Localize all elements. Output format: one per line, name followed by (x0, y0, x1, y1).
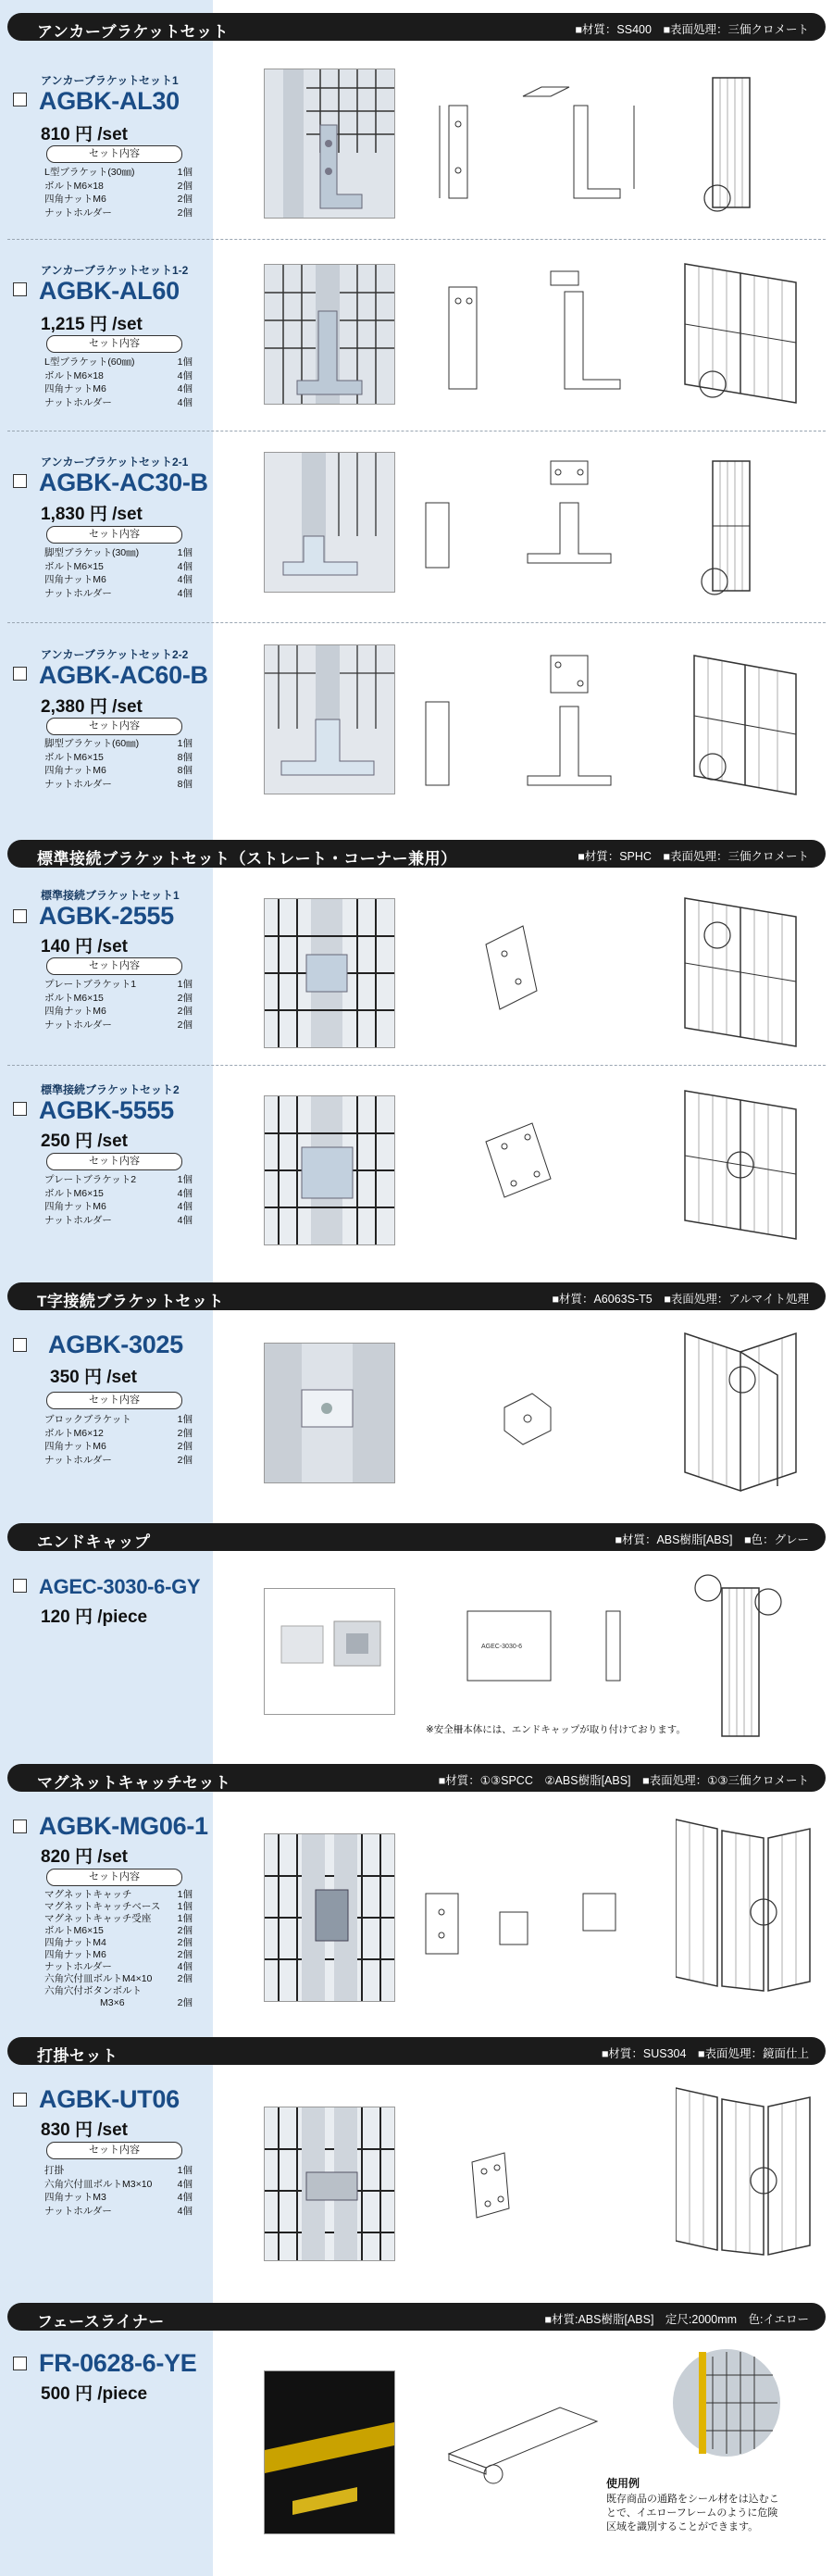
product-agec-3030-6-gy (0, 1560, 833, 1745)
kit-item: 六角穴付皿ボルトM4×10 2個 (44, 1973, 193, 1984)
product-price: 1,830 円 /set (41, 505, 143, 524)
fence-diagram (676, 1569, 814, 1741)
select-checkbox[interactable] (13, 1819, 27, 1833)
fence-diagram (676, 1810, 814, 1995)
safety-note: ※安全柵本体には、エンドキャップが取り付けております。 (426, 1724, 686, 1735)
kit-item: ボルトM6×12 2個 (44, 1427, 193, 1439)
fence-diagram (676, 1082, 814, 1248)
product-code: AGBK-5555 (39, 1096, 174, 1124)
product-code: AGBK-UT06 (39, 2085, 180, 2113)
kit-item: ボルトM6×18 2個 (44, 180, 193, 192)
divider (7, 239, 826, 240)
product-photo (264, 644, 395, 794)
section-header-standard (7, 840, 826, 868)
kit-item: ナットホルダー 2個 (44, 1019, 193, 1031)
product-code: AGBK-3025 (48, 1331, 183, 1358)
section-title: フェースライナー (37, 2313, 165, 2331)
kit-item: マグネットキャッチ 1個 (44, 1889, 193, 1900)
section-title: 標準接続ブラケットセット（ストレート・コーナー兼用） (37, 850, 457, 868)
product-subtitle: アンカーブラケットセット2-1 (41, 456, 189, 469)
kit-item: M3×6 2個 (100, 1997, 193, 2008)
kit-list (44, 1173, 193, 1227)
kit-contents-label: セット内容 (46, 1392, 182, 1409)
kit-item: ナットホルダー 8個 (44, 778, 193, 790)
kit-item: ナットホルダー 2個 (44, 1454, 193, 1466)
kit-list (44, 546, 193, 600)
product-price: 500 円 /piece (41, 2384, 148, 2404)
kit-item: ボルトM6×15 8個 (44, 751, 193, 763)
kit-item: 四角ナットM4 2個 (44, 1937, 193, 1948)
product-agbk-mg06-1 (0, 1801, 833, 2028)
kit-item: 四角ナットM6 8個 (44, 765, 193, 776)
product-subtitle: アンカーブラケットセット1-2 (41, 264, 189, 277)
usage-title: 使用例 (606, 2477, 640, 2490)
kit-contents-label: セット内容 (46, 1153, 182, 1170)
product-code: AGBK-AC60-B (39, 661, 208, 689)
fence-diagram (676, 889, 814, 1056)
product-photo (264, 2107, 395, 2261)
fence-diagram (676, 452, 814, 600)
fence-diagram (676, 69, 814, 217)
section-spec: ■材質：A6063S-T5 ■表面処理：アルマイト処理 (552, 1293, 809, 1306)
product-agbk-ac60-b (0, 628, 833, 822)
kit-list (44, 978, 193, 1032)
section-spec: ■材質:ABS樹脂[ABS] 定尺:2000mm 色:イエロー (544, 2313, 809, 2326)
kit-item: ナットホルダー 4個 (44, 396, 193, 408)
product-agbk-ut06 (0, 2074, 833, 2259)
kit-item: 六角穴付皿ボルトM3×10 4個 (44, 2178, 193, 2190)
section-spec: ■材質：SUS304 ■表面処理：鏡面仕上 (601, 2047, 809, 2060)
product-price: 810 円 /set (41, 125, 128, 144)
select-checkbox[interactable] (13, 909, 27, 923)
product-code: FR-0628-6-YE (39, 2349, 197, 2377)
kit-item: ナットホルダー 4個 (44, 1214, 193, 1226)
section-header-anchor (7, 13, 826, 41)
select-checkbox[interactable] (13, 1579, 27, 1593)
product-code: AGBK-AC30-B (39, 469, 208, 496)
dimension-drawing (412, 1583, 662, 1713)
product-price: 350 円 /set (50, 1368, 137, 1387)
product-subtitle: アンカーブラケットセット1 (41, 74, 179, 87)
kit-list (44, 1889, 193, 2009)
kit-item: 四角ナットM6 4個 (44, 1201, 193, 1212)
svg-text:AGEC-3030-6: AGEC-3030-6 (481, 1644, 522, 1650)
product-agbk-5555 (0, 1072, 833, 1257)
product-agbk-al30 (0, 56, 833, 231)
product-code: AGEC-3030-6-GY (39, 1575, 201, 1598)
product-code: AGBK-AL60 (39, 277, 180, 305)
product-photo (264, 898, 395, 1048)
product-price: 250 円 /set (41, 1132, 128, 1151)
kit-item: プレートブラケット2 1個 (44, 1174, 193, 1185)
kit-item: 打掛 1個 (44, 2165, 193, 2176)
kit-contents-label: セット内容 (46, 957, 182, 975)
kit-item: 四角ナットM6 2個 (44, 194, 193, 205)
kit-item: 脚型ブラケット(60㎜) 1個 (44, 738, 193, 749)
kit-list (44, 356, 193, 409)
product-price: 1,215 円 /set (41, 315, 143, 334)
kit-item: ボルトM6×15 2個 (44, 1925, 193, 1936)
dimension-drawing (412, 452, 662, 600)
product-photo (264, 1833, 395, 2002)
product-price: 2,380 円 /set (41, 697, 143, 717)
product-photo (264, 452, 395, 593)
kit-contents-label: セット内容 (46, 2142, 182, 2159)
select-checkbox[interactable] (13, 2093, 27, 2107)
kit-contents-label: セット内容 (46, 145, 182, 163)
section-title: T字接続ブラケットセット (37, 1293, 225, 1310)
kit-item: L型ブラケット(60㎜) 1個 (44, 356, 193, 368)
product-code: AGBK-2555 (39, 902, 174, 930)
select-checkbox[interactable] (13, 667, 27, 681)
kit-item: 四角ナットM3 4個 (44, 2192, 193, 2203)
section-header-magnet (7, 1764, 826, 1792)
dimension-drawing (412, 1095, 662, 1244)
product-photo (264, 2370, 395, 2534)
kit-item: ブロックブラケット 1個 (44, 1414, 193, 1425)
section-spec: ■材質：①③SPCC ②ABS樹脂[ABS] ■表面処理：①③三価クロメート (438, 1774, 809, 1787)
kit-item: 四角ナットM6 2個 (44, 1006, 193, 1017)
divider (7, 1065, 826, 1066)
kit-list (44, 166, 193, 219)
section-header-tjoint (7, 1282, 826, 1310)
dimension-drawing (412, 898, 662, 1046)
product-subtitle: 標準接続ブラケットセット2 (41, 1083, 180, 1096)
kit-item: ナットホルダー 4個 (44, 2205, 193, 2217)
kit-item: マグネットキャッチ受座 1個 (44, 1913, 193, 1924)
kit-item: 四角ナットM6 4個 (44, 574, 193, 585)
select-checkbox[interactable] (13, 282, 27, 296)
kit-item: マグネットキャッチベース 1個 (44, 1901, 193, 1912)
select-checkbox[interactable] (13, 93, 27, 106)
section-title: 打掛セット (37, 2047, 118, 2065)
product-subtitle: アンカーブラケットセット2-2 (41, 648, 189, 661)
kit-item: 六角穴付ボタンボルト (44, 1985, 142, 1996)
kit-item: ボルトM6×15 4個 (44, 560, 193, 572)
section-spec: ■材質：ABS樹脂[ABS] ■色：グレー (615, 1533, 809, 1546)
kit-list (44, 1413, 193, 1467)
product-photo (264, 1343, 395, 1483)
kit-item: ナットホルダー 4個 (44, 1961, 193, 1972)
section-header-floor (7, 2303, 826, 2331)
kit-item: 四角ナットM6 2個 (44, 1441, 193, 1452)
product-code: AGBK-MG06-1 (39, 1812, 208, 1840)
kit-item: ナットホルダー 4個 (44, 587, 193, 599)
usage-photo (657, 2347, 796, 2458)
section-header-endcap (7, 1523, 826, 1551)
select-checkbox[interactable] (13, 474, 27, 488)
product-photo (264, 264, 395, 405)
divider (7, 622, 826, 623)
kit-item: プレートブラケット1 1個 (44, 979, 193, 990)
kit-item: ボルトM6×18 4個 (44, 369, 193, 381)
section-title: マグネットキャッチセット (37, 1774, 231, 1792)
kit-contents-label: セット内容 (46, 1869, 182, 1886)
product-subtitle: 標準接続ブラケットセット1 (41, 889, 180, 902)
kit-item: L型ブラケット(30㎜) 1個 (44, 167, 193, 178)
kit-item: 脚型ブラケット(30㎜) 1個 (44, 547, 193, 558)
kit-list (44, 737, 193, 791)
kit-item: ナットホルダー 2個 (44, 206, 193, 219)
product-code: AGBK-AL30 (39, 87, 180, 115)
product-photo (264, 69, 395, 219)
select-checkbox[interactable] (13, 1338, 27, 1352)
product-price: 830 円 /set (41, 2120, 128, 2140)
fence-diagram (676, 1324, 814, 1500)
kit-item: 四角ナットM6 2個 (44, 1949, 193, 1960)
dimension-drawing (412, 2107, 662, 2259)
usage-text: 既存商品の通路をシール材をは込むことで、イエローフレームのように危険区域を識別することができます。 (606, 2494, 779, 2532)
select-checkbox[interactable] (13, 2357, 27, 2370)
product-agbk-ac30-b (0, 435, 833, 620)
section-title: エンドキャップ (37, 1533, 151, 1551)
fence-diagram (676, 255, 814, 412)
kit-item: 四角ナットM6 4個 (44, 383, 193, 394)
product-agbk-3025 (0, 1319, 833, 1505)
dimension-drawing (412, 264, 662, 403)
kit-item: ボルトM6×15 4個 (44, 1187, 193, 1199)
kit-contents-label: セット内容 (46, 335, 182, 353)
kit-item: ボルトM6×15 2個 (44, 992, 193, 1004)
product-fr-0628-6-ye (0, 2338, 833, 2570)
section-header-latch (7, 2037, 826, 2065)
product-price: 120 円 /piece (41, 1607, 148, 1627)
kit-list (44, 2164, 193, 2218)
fence-diagram (676, 2079, 814, 2259)
dimension-drawing (412, 1343, 662, 1482)
kit-contents-label: セット内容 (46, 526, 182, 544)
dimension-drawing (412, 69, 662, 217)
product-agbk-2555 (0, 880, 833, 1065)
dimension-drawing (412, 1838, 662, 1995)
select-checkbox[interactable] (13, 1102, 27, 1116)
product-price: 820 円 /set (41, 1847, 128, 1867)
product-price: 140 円 /set (41, 937, 128, 957)
kit-contents-label: セット内容 (46, 718, 182, 735)
product-photo (264, 1095, 395, 1245)
section-title: アンカーブラケットセット (37, 23, 230, 41)
section-spec: ■材質：SPHC ■表面処理：三価クロメート (578, 850, 809, 863)
product-agbk-al60 (0, 245, 833, 431)
product-photo (264, 1588, 395, 1715)
section-spec: ■材質：SS400 ■表面処理：三価クロメート (575, 23, 809, 36)
fence-diagram (676, 637, 814, 804)
dimension-drawing (412, 637, 662, 804)
